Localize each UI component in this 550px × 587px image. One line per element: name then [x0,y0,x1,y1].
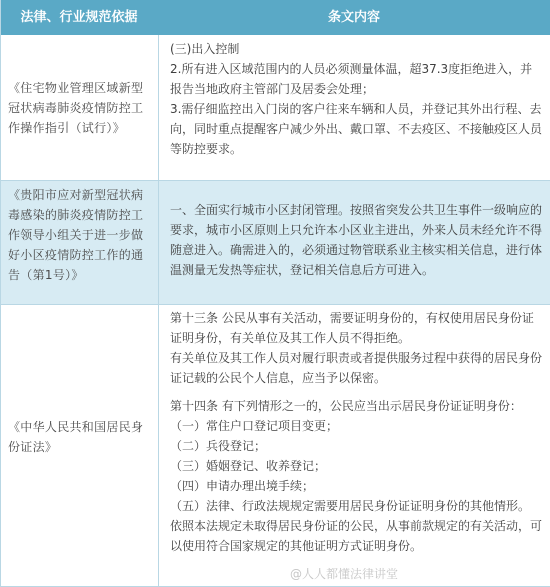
column-divider [158,35,159,587]
row-divider [0,304,550,305]
clause-line: （一）常住户口登记项目变更； [170,419,339,433]
table-row [0,35,550,180]
clause-line: (三)出入控制 [170,42,240,56]
clause-line: （三）婚姻登记、收养登记； [170,459,327,473]
clause-line: （二）兵役登记； [170,439,267,453]
clause-line: （五）法律、行政法规规定需要用居民身份证证明身份的其他情形。 [170,499,531,513]
clause-content [170,308,542,556]
clause-line: 第十三条 公民从事有关活动，需要证明身份的，有权使用居民身份证证明身份，有关单位及其工作人员不得拒绝。 [170,311,534,345]
clause-line: 第十四条 有下列情形之一的，公民应当出示居民身份证证明身份： [170,399,522,413]
table-row [0,180,550,304]
clause-line: （四）申请办理出境手续； [170,479,315,493]
clause-line: 依照本法规定未取得居民身份证的公民，从事前款规定的有关活动，可以使用符合国家规定的其他证明方式证明身份。 [170,519,543,553]
header-legal-basis: 法律、行业规范依据 [20,10,138,25]
clause-line: 一、全面实行城市小区封闭管理。按照省突发公共卫生事件一级响应的要求，城市小区原则上只允许本小区业主进出，外来人员未经允许不得随意进入。确需进入的，必须通过物管联系业主核实相关信息，进行体温测量无发热等症状，登记相关信息后方可进入。 [170,203,543,277]
law-name: 《贵阳市应对新型冠状病毒感染的肺炎疫情防控工作领导小组关于进一步做好小区疫情防控工作的通告（第1号）》 [8,188,144,282]
clause-content [170,39,542,159]
clause-content [170,200,542,280]
header-clause-content: 条文内容 [327,10,380,25]
row-divider [0,180,550,181]
clause-line: 有关单位及其工作人员对履行职责或者提供服务过程中获得的居民身份证记载的公民个人信息，应当予以保密。 [170,351,543,385]
clause-line: 2.所有进入区域范围内的人员必须测量体温，超37.3度拒绝进入，并报告当地政府主管部门及居委会处理； [170,62,533,96]
law-name: 《中华人民共和国居民身份证法》 [8,420,144,454]
law-name: 《住宅物业管理区域新型冠状病毒肺炎疫情防控工作操作指引（试行）》 [8,81,144,135]
table-row [0,304,550,587]
watermark: @人人都懂法律讲堂 [290,567,399,581]
table-header [0,0,550,35]
clause-line: 3.需仔细监控出入门岗的客户往来车辆和人员，并登记其外出行程、去向，同时重点提醒客户减少外出、戴口罩、不去疫区、不接触疫区人员等防控要求。 [170,102,543,156]
